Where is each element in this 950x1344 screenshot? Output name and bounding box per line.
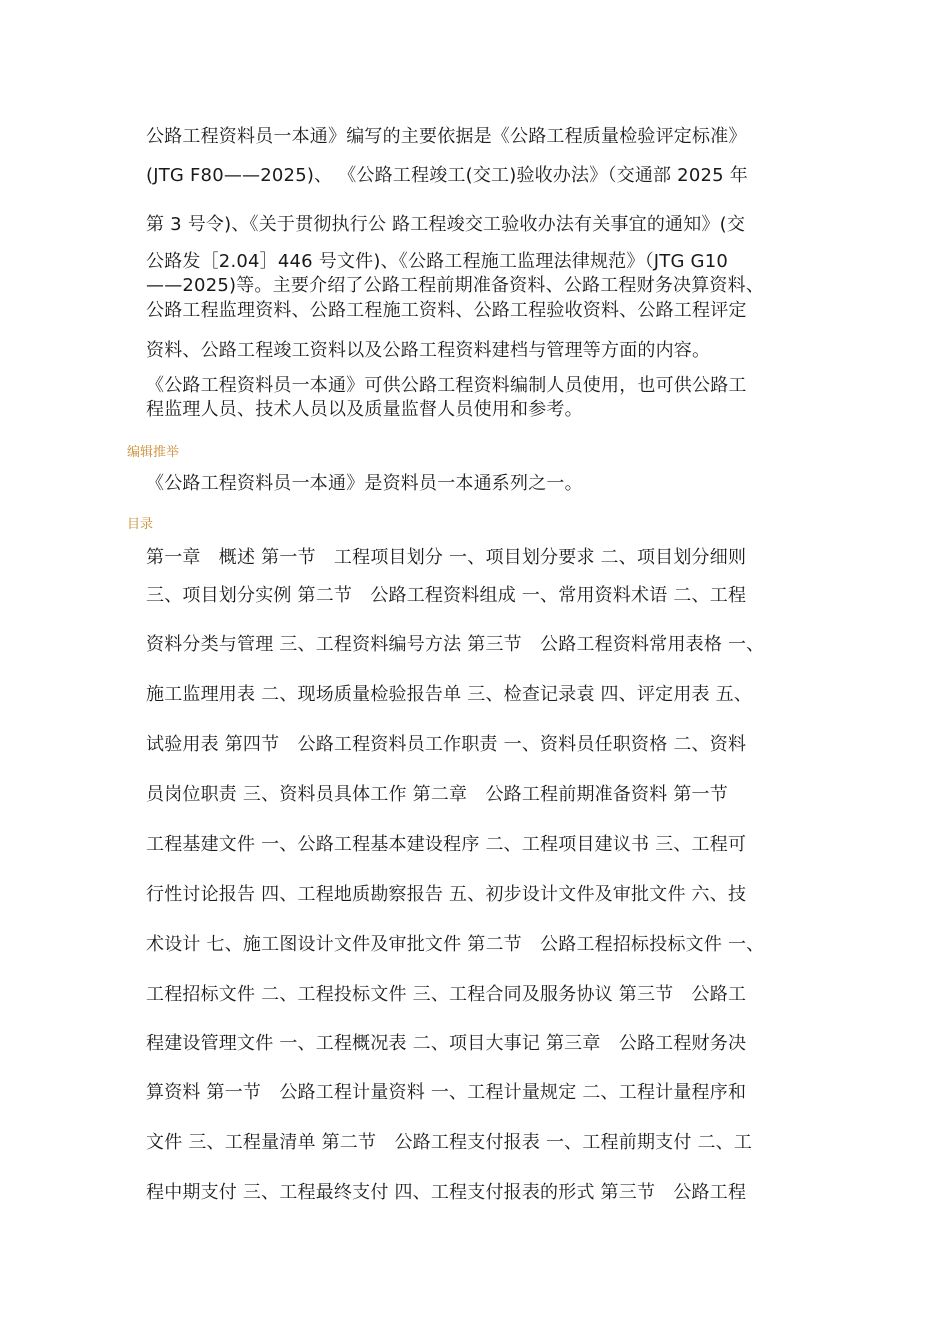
editor-recommend-heading: 编辑推举 xyxy=(127,445,180,460)
editor-recommend-text: 《公路工程资料员一本通》是资料员一本通系列之一。 xyxy=(146,473,583,494)
toc-line-9: 术设计 七、施工图设计文件及审批文件 第二节 公路工程招标投标文件 一、 xyxy=(146,934,765,955)
toc-line-10: 工程招标文件 二、工程投标文件 三、工程合同及服务协议 第三节 公路工 xyxy=(146,984,747,1005)
intro-line-9: 程监理人员、技术人员以及质量监督人员使用和参考。 xyxy=(146,399,583,420)
toc-line-12: 算资料 第一节 公路工程计量资料 一、工程计量规定 二、工程计量程序和 xyxy=(146,1082,747,1103)
toc-line-13: 文件 三、工程量清单 第二节 公路工程支付报表 一、工程前期支付 二、工 xyxy=(146,1132,753,1153)
toc-line-4: 施工监理用表 二、现场质量检验报告单 三、检查记录袁 四、评定用表 五、 xyxy=(146,684,753,705)
toc-line-8: 行性讨论报告 四、工程地质勘察报告 五、初步设计文件及审批文件 六、技 xyxy=(146,884,747,905)
intro-line-5: ——2025)等。主要介绍了公路工程前期准备资料、公路工程财务决算资料、 xyxy=(146,275,765,296)
intro-line-8: 《公路工程资料员一本通》可供公路工程资料编制人员使用，也可供公路工 xyxy=(146,375,747,396)
toc-line-7: 工程基建文件 一、公路工程基本建设程序 二、工程项目建议书 三、工程可 xyxy=(146,834,747,855)
intro-line-4: 公路发［2.04］446 号文件)、《公路工程施工监理法律规范》（JTG G10 xyxy=(146,251,729,272)
toc-heading: 目录 xyxy=(127,517,154,532)
intro-line-6: 公路工程监理资料、公路工程施工资料、公路工程验收资料、公路工程评定 xyxy=(146,300,747,321)
toc-line-5: 试验用表 第四节 公路工程资料员工作职责 一、资料员任职资格 二、资料 xyxy=(146,734,747,755)
toc-line-11: 程建设管理文件 一、工程概况表 二、项目大事记 第三章 公路工程财务决 xyxy=(146,1033,747,1054)
intro-line-7: 资料、公路工程竣工资料以及公路工程资料建档与管理等方面的内容。 xyxy=(146,340,711,361)
intro-line-2: (JTG F80——2025)、 《公路工程竣工(交工)验收办法》（交通部 2025 年 xyxy=(146,165,748,186)
intro-line-1: 公路工程资料员一本通》编写的主要依据是《公路工程质量检验评定标准》 xyxy=(146,126,747,147)
toc-line-6: 员岗位职责 三、资料员具体工作 第二章 公路工程前期准备资料 第一节 xyxy=(146,784,728,805)
toc-line-3: 资料分类与管理 三、工程资料编号方法 第三节 公路工程资料常用表格 一、 xyxy=(146,634,765,655)
intro-line-3: 第 3 号令)、《关于贯彻执行公 路工程竣交工验收办法有关事宜的通知》(交 xyxy=(146,214,746,235)
toc-line-1: 第一章 概述 第一节 工程项目划分 一、项目划分要求 二、项目划分细则 xyxy=(146,547,747,568)
toc-line-2: 三、项目划分实例 第二节 公路工程资料组成 一、常用资料术语 二、工程 xyxy=(146,585,747,606)
toc-line-14: 程中期支付 三、工程最终支付 四、工程支付报表的形式 第三节 公路工程 xyxy=(146,1182,747,1203)
